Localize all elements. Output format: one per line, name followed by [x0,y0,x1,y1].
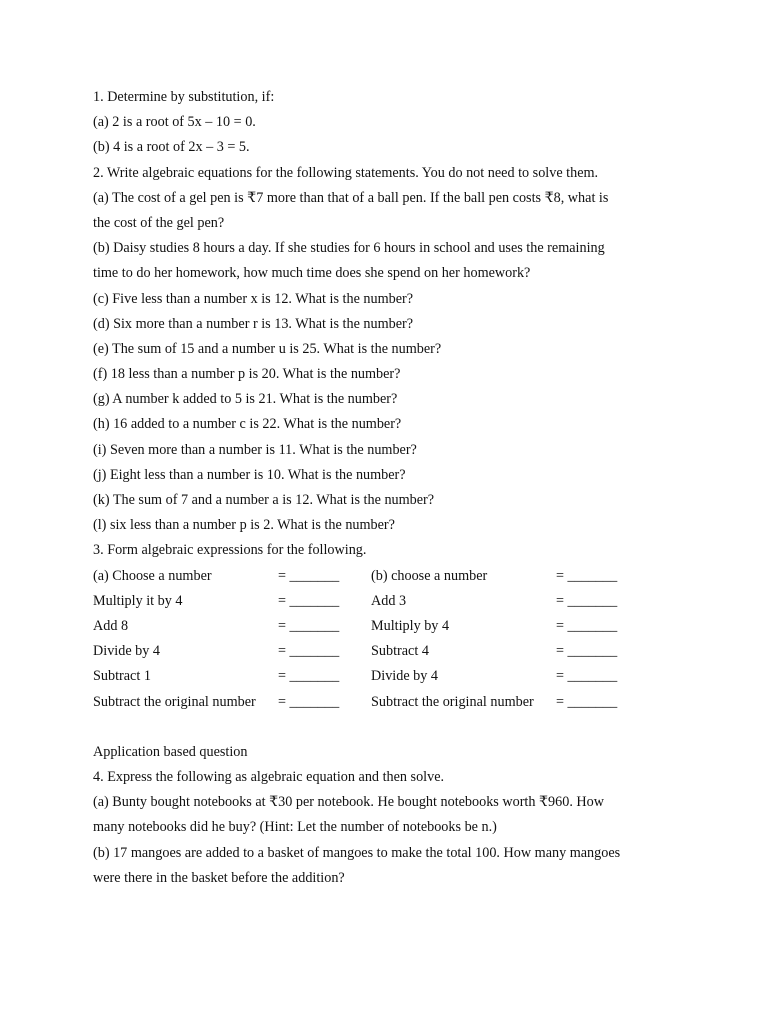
q4-item-b-line2: were there in the basket before the addition? [93,869,345,886]
q1-heading: 1. Determine by substitution, if: [93,89,275,105]
q4-item-a-line2: many notebooks did he buy? (Hint: Let the number of notebooks be n.) [93,819,497,836]
q3-right-blank: = _______ [556,668,618,685]
application-heading: Application based question [93,743,248,760]
q3-left-step: Subtract 1 [93,668,151,685]
q3-left-blank: = _______ [278,567,340,584]
q3-right-step: Subtract 4 [371,643,429,660]
q3-right-blank: = _______ [556,592,618,609]
q3-left-step: (a) Choose a number [93,567,212,584]
q3-right-step: Subtract the original number [371,693,534,710]
q2-item-d: (d) Six more than a number r is 13. What is the number? [93,315,414,332]
q3-left-blank: = _______ [278,693,340,710]
q3-left-blank: = _______ [278,668,340,685]
q2-item-e: (e) The sum of 15 and a number u is 25. What is the number? [93,340,442,357]
q3-row [93,564,683,589]
q2-item-h: (h) 16 added to a number c is 22. What is the number? [93,416,402,433]
q2-item-l: (l) six less than a number p is 2. What is the number? [93,517,395,534]
q4-item-a-line1: (a) Bunty bought notebooks at ₹30 per notebook. He bought notebooks worth ₹960. How [93,794,605,811]
q2-item-g: (g) A number k added to 5 is 21. What is the number? [93,391,398,408]
q3-left-step: Divide by 4 [93,643,160,660]
q2-heading: 2. Write algebraic equations for the following statements. You do not need to solve them. [93,164,599,181]
q3-left-step: Multiply it by 4 [93,592,183,609]
q3-row [93,690,683,715]
q3-right-step: Add 3 [371,592,407,609]
q3-left-step: Subtract the original number [93,693,256,710]
q3-right-blank: = _______ [556,617,618,634]
q4-heading: 4. Express the following as algebraic equation and then solve. [93,769,445,786]
q3-right-blank: = _______ [556,693,618,710]
q3-row [93,639,683,664]
q3-row [93,589,683,614]
q3-left-blank: = _______ [278,643,340,660]
q3-right-step: Divide by 4 [371,668,438,685]
q3-left-blank: = _______ [278,592,340,609]
q2-item-b-line2: time to do her homework, how much time does she spend on her homework? [93,265,531,282]
q3-right-step: Multiply by 4 [371,617,450,634]
q2-item-c: (c) Five less than a number x is 12. What is the number? [93,290,414,307]
q3-left-blank: = _______ [278,617,340,634]
q2-item-k: (k) The sum of 7 and a number a is 12. What is the number? [93,492,435,508]
q4-item-b-line1: (b) 17 mangoes are added to a basket of mangoes to make the total 100. How many mangoes [93,844,621,861]
q3-right-step: (b) choose a number [371,567,488,584]
q2-item-b-line1: (b) Daisy studies 8 hours a day. If she studies for 6 hours in school and uses the remaining [93,240,605,257]
q2-item-a-line2: the cost of the gel pen? [93,214,225,231]
q2-item-a-line1: (a) The cost of a gel pen is ₹7 more than that of a ball pen. If the ball pen costs ₹8, what is [93,189,609,206]
q2-item-i: (i) Seven more than a number is 11. What is the number? [93,441,417,458]
q3-right-blank: = _______ [556,643,618,660]
q3-left-step: Add 8 [93,617,129,634]
q3-right-blank: = _______ [556,567,618,584]
q3-row [93,664,683,689]
section-spacer [93,715,683,740]
q3-row [93,614,683,639]
q2-item-f: (f) 18 less than a number p is 20. What is the number? [93,366,401,383]
q2-item-j: (j) Eight less than a number is 10. What is the number? [93,466,406,483]
worksheet [93,85,683,891]
q3-heading: 3. Form algebraic expressions for the following. [93,542,367,559]
q1-item-b: (b) 4 is a root of 2x – 3 = 5. [93,139,250,156]
q1-item-a: (a) 2 is a root of 5x – 10 = 0. [93,114,256,131]
